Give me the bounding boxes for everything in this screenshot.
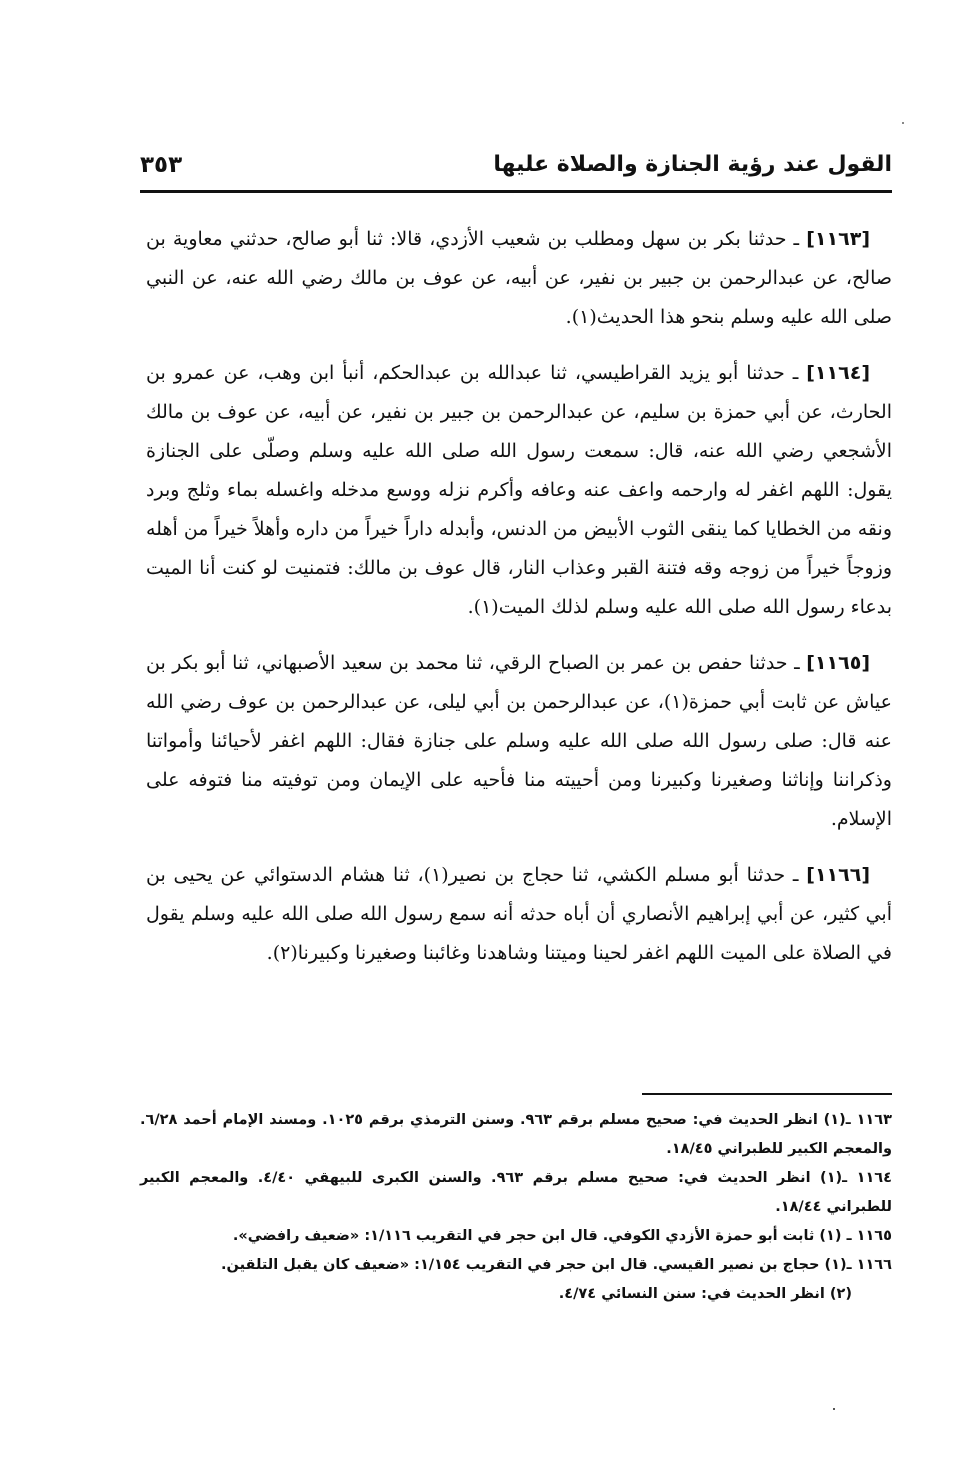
hadith-text: ـ حدثنا أبو مسلم الكشي، ثنا حجاج بن نصير(١)، ثنا هشام الدستوائي عن يحيى بن أبي كثير، عن أبي إبراهيم الأنصاري أن أباه حدثه أنه سمع رسول الله صلى الله عليه وسلم يقول في الصلاة على الميت اللهم اغفر لحينا وميتنا وشاهدنا وغائبنا وصغيرنا وكبيرنا(٢). — [146, 864, 892, 964]
hadith-paragraph — [146, 644, 892, 839]
scan-speck — [902, 122, 904, 124]
footnote: ١١٦٥ ـ (١) ثابت أبو حمزة الأزدي الكوفي. قال ابن حجر في التقريب ١/١١٦: «ضعيف رافضي». — [232, 1228, 892, 1244]
hadith-paragraph — [146, 354, 892, 627]
footnote: ١١٦٦ ـ(١) حجاج بن نصير القيسي. قال ابن حجر في التقريب ١/١٥٤: «ضعيف كان يقبل التلقين. — [221, 1257, 892, 1273]
hadith-number: [١١٦٤] — [806, 362, 870, 384]
footnotes — [140, 1106, 892, 1309]
hadith-number: [١١٦٦] — [806, 864, 871, 886]
page-number: ٣٥٣ — [140, 152, 183, 178]
header-divider — [140, 190, 892, 193]
hadith-text: ـ حدثنا بكر بن سهل ومطلب بن شعيب الأزدي، قالا: ثنا أبو صالح، حدثني معاوية بن صالح، عن عبدالرحمن بن جبير بن نفير، عن أبيه، عن عوف بن مالك رضي الله عنه، عن النبي صلى الله عليه وسلم بنحو هذا الحديث(١). — [146, 228, 892, 328]
footnote-divider — [642, 1093, 892, 1095]
chapter-title: القول عند رؤية الجنازة والصلاة عليها — [493, 152, 892, 177]
footnote: ١١٦٤ ـ(١) انظر الحديث في: صحيح مسلم برقم ٩٦٣. والسنن الكبرى للبيهقي ٤/٤٠. والمعجم الكبير للطبراني ١٨/٤٤. — [140, 1170, 892, 1215]
hadith-number: [١١٦٥] — [806, 652, 870, 674]
hadith-text: ـ حدثنا حفص بن عمر بن الصباح الرقي، ثنا محمد بن سعيد الأصبهاني، ثنا أبو بكر بن عياش عن ثابت أبي حمزة(١)، عن عبدالرحمن بن أبي ليلى، عن عبدالرحمن بن عوف رضي الله عنه قال: صلى رسول الله صلى الله عليه وسلم على جنازة فقال: اللهم اغفر لأحيائنا وأمواتنا وذكراننا وإناثنا وصغيرنا وكبيرنا ومن أحييته منا فأحيه على الإيمان ومن توفيته منا فتوفه على الإسلام. — [146, 652, 892, 830]
hadith-text: ـ حدثنا أبو يزيد القراطيسي، ثنا عبدالله بن عبدالحكم، أنبأ ابن وهب، عن عمرو بن الحارث، عن أبي حمزة بن سليم، عن عبدالرحمن بن جبير بن نفير، عن أبيه، عن عوف بن مالك الأشجعي رضي الله عنه، قال: سمعت رسول الله صلى الله عليه وسلم وصلّى على الجنازة يقول: اللهم اغفر له وارحمه واعف عنه وعافه وأكرم نزله ووسع مدخله واغسله بماء وثلج وبرد ونقه من الخطايا كما ينقى الثوب الأبيض من الدنس، وأبدله داراً خيراً من داره وأهلاً خيراً من أهله وزوجاً خيراً من زوجه وقه فتنة القبر وعذاب النار، قال عوف بن مالك: فتمنيت لو كنت أنا الميت بدعاء رسول الله صلى الله عليه وسلم لذلك الميت(١). — [146, 362, 892, 618]
scan-speck — [833, 1408, 835, 1410]
hadith-paragraph — [146, 856, 892, 973]
hadith-number: [١١٦٣] — [806, 228, 870, 250]
main-text — [146, 220, 892, 990]
footnote: ١١٦٣ ـ(١) انظر الحديث في: صحيح مسلم برقم ٩٦٣. وسنن الترمذي برقم ١٠٢٥. ومسند الإمام أحمد ٦/٢٨. والمعجم الكبير للطبراني ١٨/٤٥. — [140, 1112, 892, 1157]
footnote-continuation: (٢) انظر الحديث في: سنن النسائي ٤/٧٤. — [558, 1286, 852, 1302]
hadith-paragraph — [146, 220, 892, 337]
page-header — [140, 146, 892, 190]
